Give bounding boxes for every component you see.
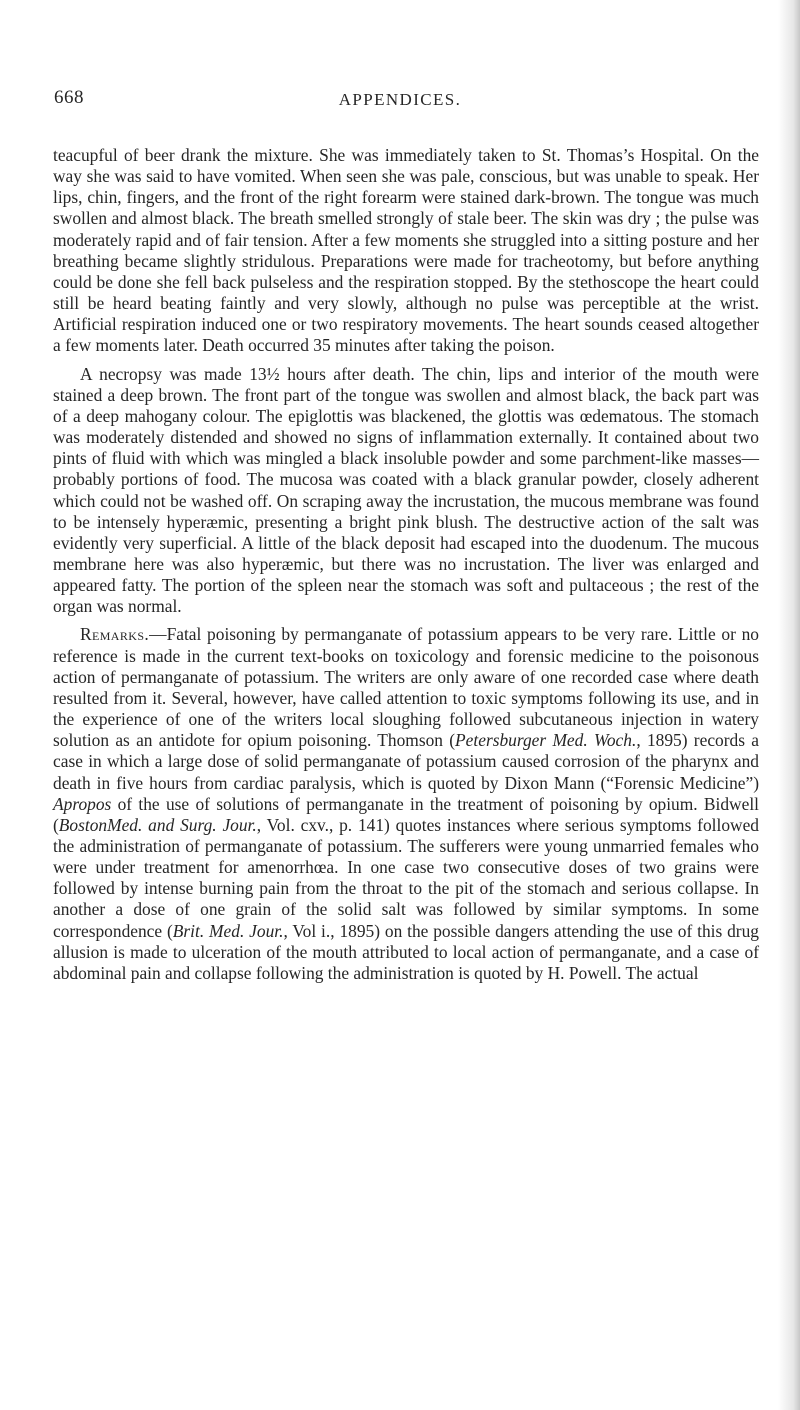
remarks-text-3: of the use of solutions of permanganate in the treatment of poisoning by opium. Bidwell ( [53, 793, 759, 835]
paragraph-case-history: teacupful of beer drank the mixture. She was immediately taken to St. Thomas’s Hospital. On the way she was said to have vomited. When seen she was pale, conscious, but was unable to speak. Her lips, chin, fingers, and the front of the right forearm were stained dark-brown. The tongue was much swollen and almost black. The breath smelled strongly of stale beer. The skin was dry ; the pulse was moderately rapid and of fair tension. After a few moments she struggled into a sitting posture and her breathing became slightly stridulous. Preparations were made for tracheotomy, but before anything could be done she fell back pulseless and the respiration stopped. By the stethoscope the heart could still be heard beating faintly and very slowly, although no pulse was perceptible at the wrist. Artificial respiration induced one or two respiratory movements. The heart sounds ceased altogether a few moments later. Death occurred 35 minutes after taking the poison. [53, 145, 759, 356]
body-text [53, 145, 759, 984]
page-number: 668 [54, 87, 84, 108]
citation-apropos: Apropos [53, 793, 112, 814]
citation-petersburger: Petersburger Med. Woch. [455, 730, 637, 751]
paragraph-remarks [53, 624, 759, 984]
remarks-text-1: —Fatal poisoning by permanganate of potassium appears to be very rare. Little or no reference is made in the current text-books on toxicology and forensic medicine to the poisonous action of permanganate of potassium. The writers are only aware of one recorded case where death resulted from it. Several, however, have called attention to toxic symptoms following its use, and in the experience of one of the writers local sloughing followed subcutaneous injection in watery solution as an antidote for opium poisoning. Thomson ( [53, 624, 759, 751]
remarks-text-2: , 1895) records a case in which a large dose of solid permanganate of potassium caused corrosion of the pharynx and death in five hours from cardiac paralysis, which is quoted by Dixon Mann (“Forensic Medicine”) [53, 730, 759, 793]
remarks-heading: Remarks. [80, 624, 150, 645]
citation-brit-med-jour: Brit. Med. Jour. [172, 920, 284, 941]
citation-boston-journal: BostonMed. and Surg. Jour. [58, 814, 257, 835]
remarks-text-5: , Vol i., 1895) on the possible dangers attending the use of this drug allusion is made to ulceration of the mouth attributed to local action of permanganate, and a case of abdominal pain and collapse following the administration is quoted by H. Powell. The actual [53, 920, 759, 983]
remarks-text-4: , Vol. cxv., p. 141) quotes instances where serious symptoms followed the administration of permanganate of potassium. The sufferers were young unmarried females who were under treatment for amenorrhœa. In one case two consecutive doses of two grains were followed by intense burning pain from the throat to the pit of the stomach and serious collapse. In another a dose of one grain of the solid salt was followed by similar symptoms. In some correspondence ( [53, 814, 759, 941]
paragraph-necropsy: A necropsy was made 13½ hours after death. The chin, lips and interior of the mouth were stained a deep brown. The front part of the tongue was swollen and almost black, the back part was of a deep mahogany colour. The epiglottis was blackened, the glottis was œdematous. The stomach was moderately distended and showed no signs of inflammation externally. It contained about two pints of fluid with which was mingled a black insoluble powder and some parchment-like masses—probably portions of food. The mucosa was coated with a black granular powder, closely adherent which could not be washed off. On scraping away the incrustation, the mucous membrane was found to be intensely hyperæmic, presenting a bright pink blush. The destructive action of the salt was evidently very superficial. A little of the black deposit had escaped into the duodenum. The mucous membrane here was also hyperæmic, but there was no incrustation. The liver was enlarged and appeared fatty. The portion of the spleen near the stomach was soft and pultaceous ; the rest of the organ was normal. [53, 363, 759, 617]
page-edge-shadow [778, 0, 800, 1410]
running-title: APPENDICES. [338, 90, 462, 109]
